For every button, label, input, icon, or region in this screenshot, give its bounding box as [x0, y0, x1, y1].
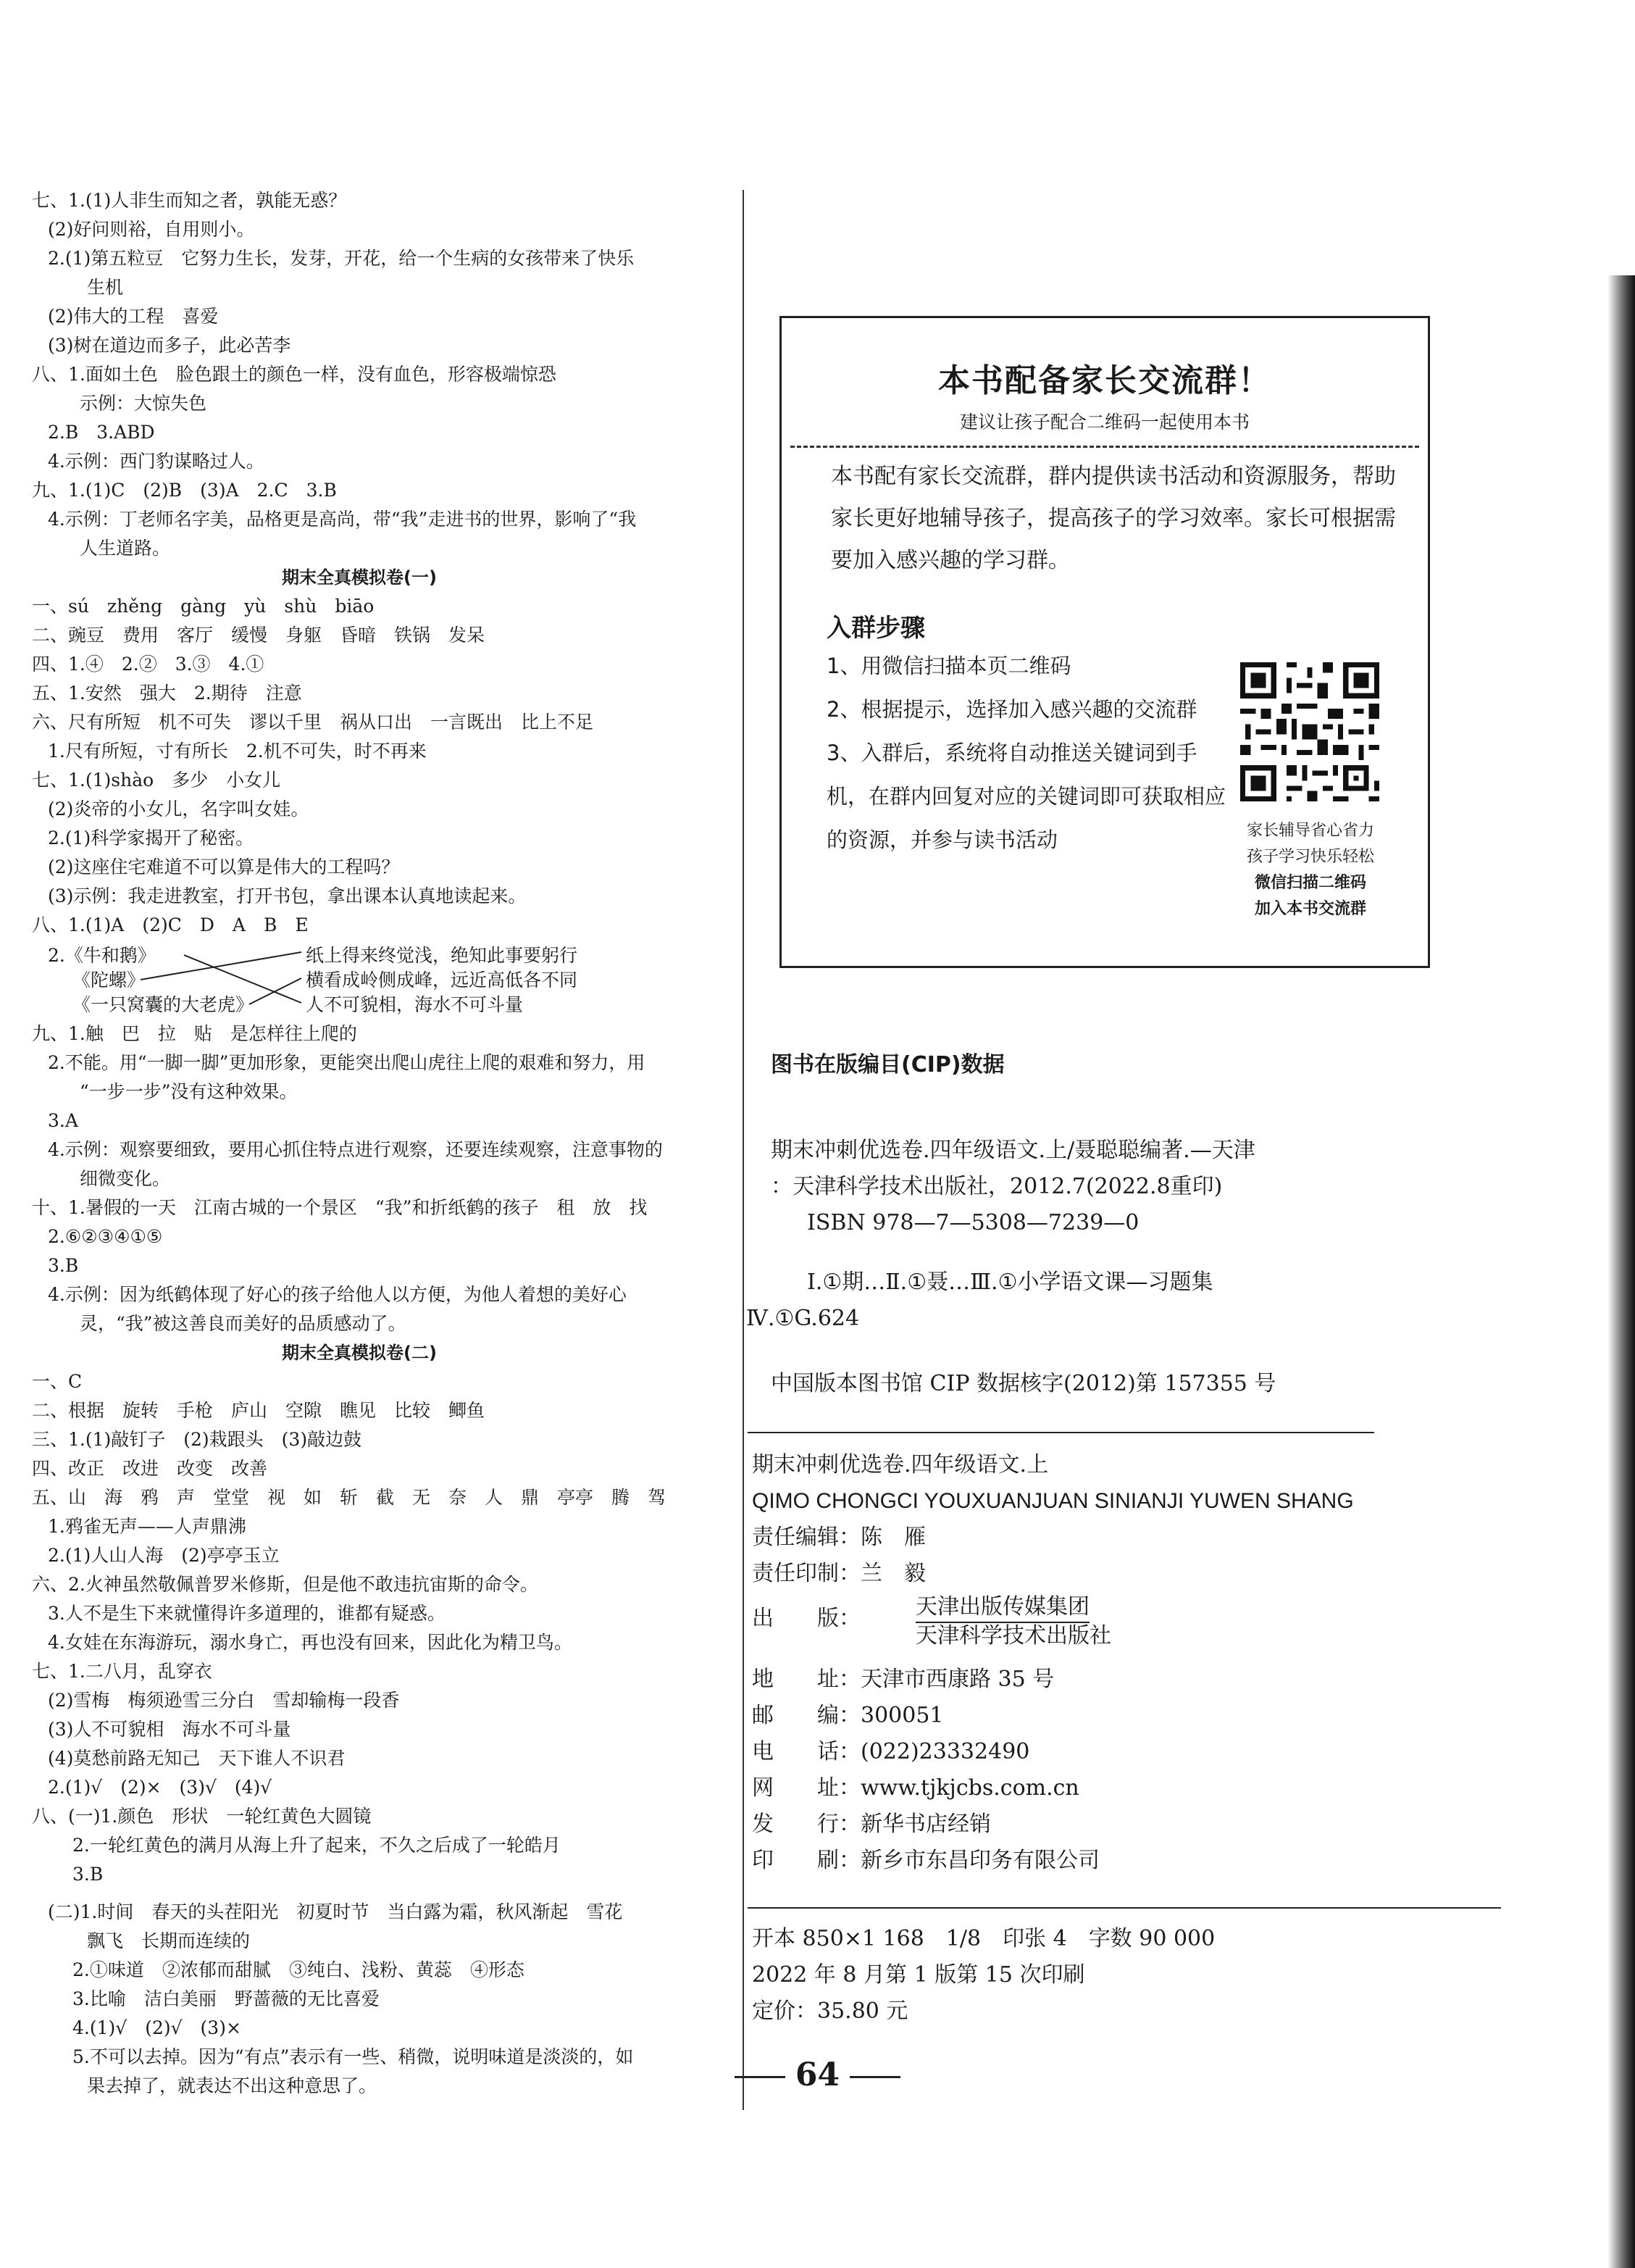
imprint-label: 印 刷：: [752, 1848, 861, 1873]
answer-line: 十、1.暑假的一天 江南古城的一个景区 “我”和折纸鹤的孩子 租 放 找: [32, 1197, 648, 1218]
imprint-value: 天津市西康路 35 号: [861, 1667, 1055, 1692]
spec-line: 开本 850×1 168 1/8 印张 4 字数 90 000: [752, 1926, 1216, 1951]
imprint-label: 出 版：: [752, 1606, 861, 1631]
answer-line: 4.示例：观察要细致，要用心抓住特点进行观察，还要连续观察，注意事物的: [48, 1139, 663, 1160]
cip-line: Ⅰ.①期…Ⅱ.①聂…Ⅲ.①小学语文课—习题集: [807, 1270, 1213, 1295]
imprint-label: 地 址：: [752, 1667, 861, 1692]
answer-line: 2.(1)科学家揭开了秘密。: [48, 827, 254, 849]
matching-lines: [32, 936, 322, 1023]
cip-line: ISBN 978—7—5308—7239—0: [807, 1210, 1140, 1235]
answer-line: 一、sú zhěng gàng yù shù biāo: [32, 596, 375, 617]
imprint-label: 电 话：: [752, 1739, 861, 1764]
imprint-row: [752, 1810, 991, 1839]
notice-subtitle: 建议让孩子配合二维码一起使用本书: [959, 412, 1250, 433]
answer-line: 八、(一)1.颜色 形状 一轮红黄色大圆镜: [32, 1806, 372, 1827]
qr-caption-line: 孩子学习快乐轻松: [1246, 848, 1374, 866]
answer-line: 五、1.安然 强大 2.期待 注意: [32, 683, 302, 704]
notice-intro: 本书配有家长交流群，群内提供读书活动和资源服务，帮助家长更好地辅导孩子，提高孩子的学习效率。家长可根据需要加入感兴趣的学习群。: [831, 464, 1396, 573]
imprint-value: (022)23332490: [861, 1739, 1030, 1764]
step-item: 2、根据提示，选择加入感兴趣的交流群: [827, 697, 1197, 722]
answer-line: 3.A: [48, 1110, 78, 1131]
imprint-book-title: 期末冲刺优选卷.四年级语文.上: [752, 1452, 1049, 1477]
answer-line: 1.鸦雀无声——人声鼎沸: [48, 1516, 246, 1537]
qr-caption: [1216, 818, 1405, 922]
matching-left-item: 2.《牛和鹅》: [48, 945, 156, 966]
qr-caption-line: 家长辅导省心省力: [1246, 822, 1374, 840]
answer-line: 4.示例：丁老师名字美，品格更是高尚，带“我”走进书的世界，影响了“我: [48, 509, 637, 530]
answer-line: 灵，“我”被这善良而美好的品质感动了。: [80, 1313, 406, 1334]
imprint-row: [752, 1665, 1054, 1694]
notice-title: 本书配备家长交流群！: [938, 362, 1271, 399]
page-number-value: 64: [795, 2056, 840, 2093]
imprint-row: [752, 1774, 1079, 1803]
parent-group-notice: [779, 316, 1430, 968]
divider-rule: [748, 1907, 1501, 1909]
answer-line: 八、1.(1)A (2)C D A B E: [32, 914, 309, 935]
answer-line: 二、根据 旋转 手枪 庐山 空隙 瞧见 比较 鲫鱼: [32, 1400, 485, 1421]
spec-line: 定价：35.80 元: [752, 1998, 908, 2024]
answer-line: 九、1.触 巴 拉 贴 是怎样往上爬的: [32, 1023, 357, 1044]
qr-caption-line: 微信扫描二维码: [1254, 874, 1366, 892]
answer-line: (2)雪梅 梅须逊雪三分白 雪却输梅一段香: [48, 1690, 400, 1711]
section-title: 期末全真模拟卷(一): [282, 567, 437, 588]
imprint-row: [752, 1559, 926, 1588]
page-number: [0, 2056, 1635, 2093]
imprint-label: 责任编辑：: [752, 1525, 861, 1550]
answer-line: 3.人不是生下来就懂得许多道理的，谁都有疑惑。: [48, 1603, 446, 1624]
matching-right-item: 纸上得来终觉浅，绝知此事要躬行: [306, 945, 578, 966]
answer-line: 六、2.火神虽然敬佩普罗米修斯，但是他不敢违抗宙斯的命令。: [32, 1574, 538, 1595]
matching-left-item: 《陀螺》: [72, 970, 146, 991]
answer-line: 2.(1)人山人海 (2)亭亭玉立: [48, 1545, 280, 1566]
answer-line: 2.一轮红黄色的满月从海上升了起来，不久之后成了一轮皓月: [72, 1835, 561, 1856]
answer-line: 一、C: [32, 1371, 83, 1392]
answer-line: 4.示例：西门豹谋略过人。: [48, 451, 264, 472]
imprint-row: [752, 1604, 861, 1633]
step-item: 1、用微信扫描本页二维码: [827, 654, 1071, 678]
answer-line: 生机: [87, 277, 124, 298]
publisher-name: 天津科学技术出版社: [916, 1623, 1111, 1648]
answer-line: “一步一步”没有这种效果。: [80, 1081, 298, 1102]
matching-line: [141, 952, 301, 980]
answer-line: 2.①味道 ②浓郁而甜腻 ③纯白、浅粉、黄蕊 ④形态: [72, 1959, 524, 1980]
page-number-dash: [735, 2076, 785, 2078]
answer-line: (3)示例：我走进教室，打开书包，拿出课本认真地读起来。: [48, 885, 527, 906]
answer-line: 2.(1)√ (2)× (3)√ (4)√: [48, 1777, 272, 1798]
imprint-label: 发 行：: [752, 1812, 861, 1837]
imprint-row: [752, 1738, 1029, 1767]
qr-caption-line: 加入本书交流群: [1254, 900, 1366, 918]
answer-line: 飘飞 长期而连续的: [87, 1930, 251, 1951]
answer-line: 八、1.面如土色 脸色跟土的颜色一样，没有血色，形容极端惊恐: [32, 364, 556, 385]
answer-line: (2)这座住宅难道不可以算是伟大的工程吗？: [48, 856, 400, 877]
imprint-label: 责任印制：: [752, 1561, 861, 1586]
section-title: 期末全真模拟卷(二): [282, 1343, 437, 1363]
answer-line: (4)莫愁前路无知己 天下谁人不识君: [48, 1748, 346, 1769]
answer-line: 4.女娃在东海游玩，溺水身亡，再也没有回来，因此化为精卫鸟。: [48, 1632, 572, 1653]
spec-line: 2022 年 8 月第 1 版第 15 次印刷: [752, 1962, 1085, 1988]
column-divider: [743, 190, 744, 2110]
answer-line: (2)伟大的工程 喜爱: [48, 306, 219, 327]
step-item: 3、入群后，系统将自动推送关键词到手机，在群内回复对应的关键词即可获取相应的资源，并参与读书活动: [827, 741, 1226, 852]
matching-right-item: 横看成岭侧成峰，远近高低各不同: [306, 970, 578, 991]
publisher-group: 天津出版传媒集团: [916, 1593, 1090, 1623]
imprint-pinyin-title: QIMO CHONGCI YOUXUANJUAN SINIANJI YUWEN SHANG: [752, 1489, 1354, 1513]
imprint-value: 陈 雁: [861, 1525, 926, 1550]
answer-line: 二、豌豆 费用 客厅 缓慢 身躯 昏暗 铁锅 发呆: [32, 625, 485, 646]
imprint-row: [752, 1701, 944, 1730]
answer-line: (二)1.时间 春天的头茬阳光 初夏时节 当白露为霜，秋风渐起 雪花: [48, 1901, 623, 1922]
imprint-value: 300051: [861, 1703, 944, 1728]
answer-line: 四、改正 改进 改变 改善: [32, 1458, 268, 1479]
answer-line: 果去掉了，就表达不出这种意思了。: [87, 2075, 377, 2096]
imprint-value: 兰 毅: [861, 1561, 926, 1586]
answer-line: 七、1.(1)人非生而知之者，孰能无惑？: [32, 190, 347, 211]
answer-line: 3.B: [72, 1864, 104, 1885]
answer-line: 4.示例：因为纸鹤体现了好心的孩子给他人以方便，为他人着想的美好心: [48, 1284, 627, 1305]
steps-list: [827, 644, 1232, 862]
page-number-dash: [850, 2076, 900, 2078]
cip-line: ：天津科学技术出版社，2012.7(2022.8重印): [771, 1174, 1223, 1199]
steps-title: 入群步骤: [827, 614, 925, 643]
cip-line: Ⅳ.①G.624: [746, 1306, 860, 1331]
answer-line: 2.(1)第五粒豆 它努力生长，发芽，开花，给一个生病的女孩带来了快乐: [48, 248, 635, 269]
answer-line: 1.尺有所短，寸有所长 2.机不可失，时不再来: [48, 741, 427, 762]
imprint-value: 新华书店经销: [861, 1812, 991, 1837]
answer-line: 2.不能。用“一脚一脚”更加形象，更能突出爬山虎往上爬的艰难和努力，用: [48, 1052, 645, 1073]
answer-line: (2)好问则裕，自用则小。: [48, 219, 255, 240]
answer-line: 七、1.(1)shào 多少 小女儿: [32, 770, 281, 791]
answer-line: 2.⑥②③④①⑤: [48, 1226, 163, 1247]
matching-left-item: 《一只窝囊的大老虎》: [72, 994, 254, 1015]
answer-line: 人生道路。: [80, 538, 171, 559]
imprint-value: www.tjkjcbs.com.cn: [861, 1775, 1079, 1801]
dashed-divider: [790, 446, 1419, 448]
answer-line: 六、尺有所短 机不可失 谬以千里 祸从口出 一言既出 比上不足: [32, 712, 594, 733]
imprint-row: [752, 1846, 1100, 1875]
answer-line: 4.(1)√ (2)√ (3)×: [72, 2017, 241, 2038]
answer-line: 细微变化。: [80, 1168, 171, 1189]
answer-line: 四、1.④ 2.② 3.③ 4.①: [32, 654, 264, 675]
cip-title: 图书在版编目(CIP)数据: [771, 1052, 1005, 1077]
answer-line: 示例：大惊失色: [80, 393, 207, 414]
imprint-label: 邮 编：: [752, 1703, 861, 1728]
answer-line: 七、1.二八月，乱穿衣: [32, 1661, 212, 1682]
imprint-label: 网 址：: [752, 1775, 861, 1801]
answer-line: (3)树在道边而多子，此必苦李: [48, 335, 291, 356]
cip-line: 期末冲刺优选卷.四年级语文.上/聂聪聪编著.—天津: [771, 1138, 1255, 1163]
cip-line: 中国版本图书馆 CIP 数据核字(2012)第 157355 号: [771, 1371, 1276, 1396]
imprint-row: [752, 1523, 926, 1552]
matching-right-item: 人不可貌相，海水不可斗量: [306, 994, 524, 1015]
answer-line: 3.比喻 洁白美丽 野蔷薇的无比喜爱: [72, 1988, 380, 2009]
answer-line: 3.B: [48, 1255, 79, 1276]
answer-line: 5.不可以去掉。因为“有点”表示有一些、稍微，说明味道是淡淡的，如: [72, 2046, 634, 2067]
answer-line: 2.B 3.ABD: [48, 422, 155, 443]
answer-line: 五、山 海 鸦 声 堂堂 视 如 斩 截 无 奈 人 鼎 亭亭 腾 驾: [32, 1487, 666, 1508]
scan-edge-shadow: [1607, 275, 1635, 2268]
imprint-value: 新乡市东昌印务有限公司: [861, 1848, 1100, 1873]
answer-line: (3)人不可貌相 海水不可斗量: [48, 1719, 291, 1740]
answer-line: 九、1.(1)C (2)B (3)A 2.C 3.B: [32, 480, 337, 501]
divider-rule: [748, 1432, 1374, 1433]
answer-line: (2)炎帝的小女儿，名字叫女娃。: [48, 799, 309, 820]
answer-line: 三、1.(1)敲钉子 (2)栽跟头 (3)敲边鼓: [32, 1429, 362, 1450]
qr-code-icon[interactable]: [1235, 657, 1384, 806]
